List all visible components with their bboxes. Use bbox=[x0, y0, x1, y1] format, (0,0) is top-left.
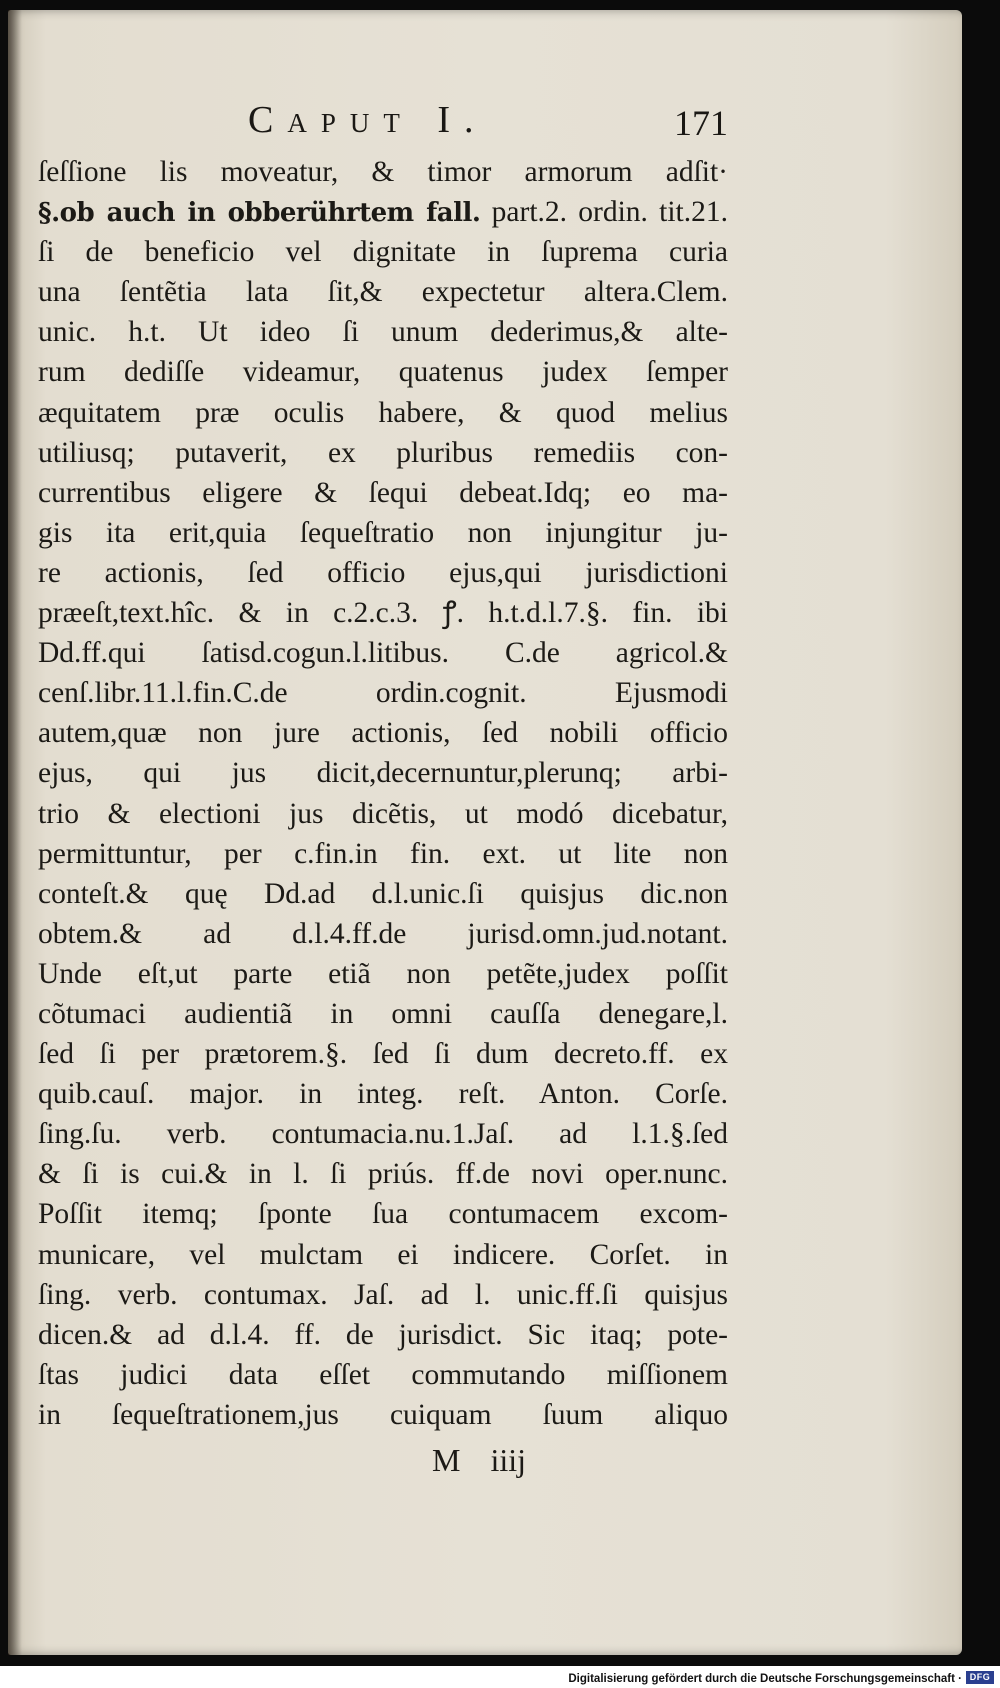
body-text bbox=[38, 152, 728, 1435]
fraktur-text: §.ob auch in obberührtem fall. bbox=[38, 198, 481, 229]
text-line: autem,quæ non jure actionis, ſed nobili officio bbox=[38, 717, 728, 750]
text-line: utiliusq; putaverit, ex pluribus remediis con- bbox=[38, 436, 728, 469]
text-line-tail: part.2. ordin. tit.21. bbox=[491, 196, 728, 229]
text-line: re actionis, ſed officio ejus,qui jurisdictioni bbox=[38, 556, 728, 589]
signature-mark: M iiij bbox=[432, 1442, 527, 1478]
text-line bbox=[38, 192, 728, 232]
text-line: cenſ.libr.11.l.fin.C.de ordin.cognit. Ejusmodi bbox=[38, 677, 728, 710]
text-line: dicen.& ad d.l.4. ff. de jurisdict. Sic itaq; pote- bbox=[38, 1318, 728, 1351]
text-line: ſeſſione lis moveatur, & timor armorum adſit· bbox=[38, 156, 728, 188]
text-line: obtem.& ad d.l.4.ff.de jurisd.omn.jud.notant. bbox=[38, 917, 728, 950]
book-page bbox=[8, 10, 962, 1655]
text-line: rum dediſſe videamur, quatenus judex ſemper bbox=[38, 356, 728, 389]
text-line: in ſequeſtrationem,jus cuiquam ſuum aliquo bbox=[38, 1398, 728, 1431]
text-line: Unde eſt,ut parte etiã non petẽte,judex poſſit bbox=[38, 957, 728, 990]
dfg-logo: DFG bbox=[966, 1671, 994, 1684]
text-line: ejus, qui jus dicit,decernuntur,plerunq; arbi- bbox=[38, 757, 728, 790]
text-line: ſing.ſu. verb. contumacia.nu.1.Jaſ. ad l.1.§.ſed bbox=[38, 1118, 728, 1151]
text-line: quib.cauſ. major. in integ. reſt. Anton. Corſe. bbox=[38, 1078, 728, 1111]
text-line: conteſt.& quę Dd.ad d.l.unic.ſi quisjus dic.non bbox=[38, 877, 728, 910]
footer-credit: Digitalisierung gefördert durch die Deutsche Forschungsgemeinschaft · bbox=[568, 1673, 962, 1685]
text-line: ſi de beneficio vel dignitate in ſuprema curia bbox=[38, 236, 728, 269]
text-line: æquitatem præ oculis habere, & quod melius bbox=[38, 396, 728, 429]
text-line: unic. h.t. Ut ideo ſi unum dederimus,& alte- bbox=[38, 316, 728, 349]
text-line: ſed ſi per prætorem.§. ſed ſi dum decreto.ff. ex bbox=[38, 1038, 728, 1071]
text-line: ſtas judici data eſſet commutando miſſionem bbox=[38, 1358, 728, 1391]
text-line: currentibus eligere & ſequi debeat.Idq; eo ma- bbox=[38, 476, 728, 509]
text-line: permittuntur, per c.fin.in fin. ext. ut lite non bbox=[38, 837, 728, 870]
footer-bar bbox=[0, 1666, 1000, 1688]
text-line: præeſt,text.hîc. & in c.2.c.3. ꝭ. h.t.d.l.7.§. fin. ibi bbox=[38, 597, 728, 630]
text-line: Poſſit itemq; ſponte ſua contumacem excom- bbox=[38, 1198, 728, 1231]
running-head: Caput I. bbox=[248, 99, 488, 141]
text-line: municare, vel mulctam ei indicere. Corſet. in bbox=[38, 1238, 728, 1271]
page-header bbox=[8, 98, 962, 148]
text-line: una ſentẽtia lata ſit,& expectetur altera.Clem. bbox=[38, 276, 728, 309]
text-line: ſing. verb. contumax. Jaſ. ad l. unic.ff.ſi quisjus bbox=[38, 1278, 728, 1311]
text-line: trio & electioni jus dicẽtis, ut modó dicebatur, bbox=[38, 797, 728, 830]
page-number: 171 bbox=[674, 103, 728, 143]
text-line: Dd.ff.qui ſatisd.cogun.l.litibus. C.de agricol.& bbox=[38, 637, 728, 670]
text-line: cõtumaci audientiã in omni cauſſa denegare,l. bbox=[38, 997, 728, 1030]
text-line: gis ita erit,quia ſequeſtratio non injungitur ju- bbox=[38, 516, 728, 549]
text-line: & ſi is cui.& in l. ſi priús. ff.de novi oper.nunc. bbox=[38, 1158, 728, 1191]
